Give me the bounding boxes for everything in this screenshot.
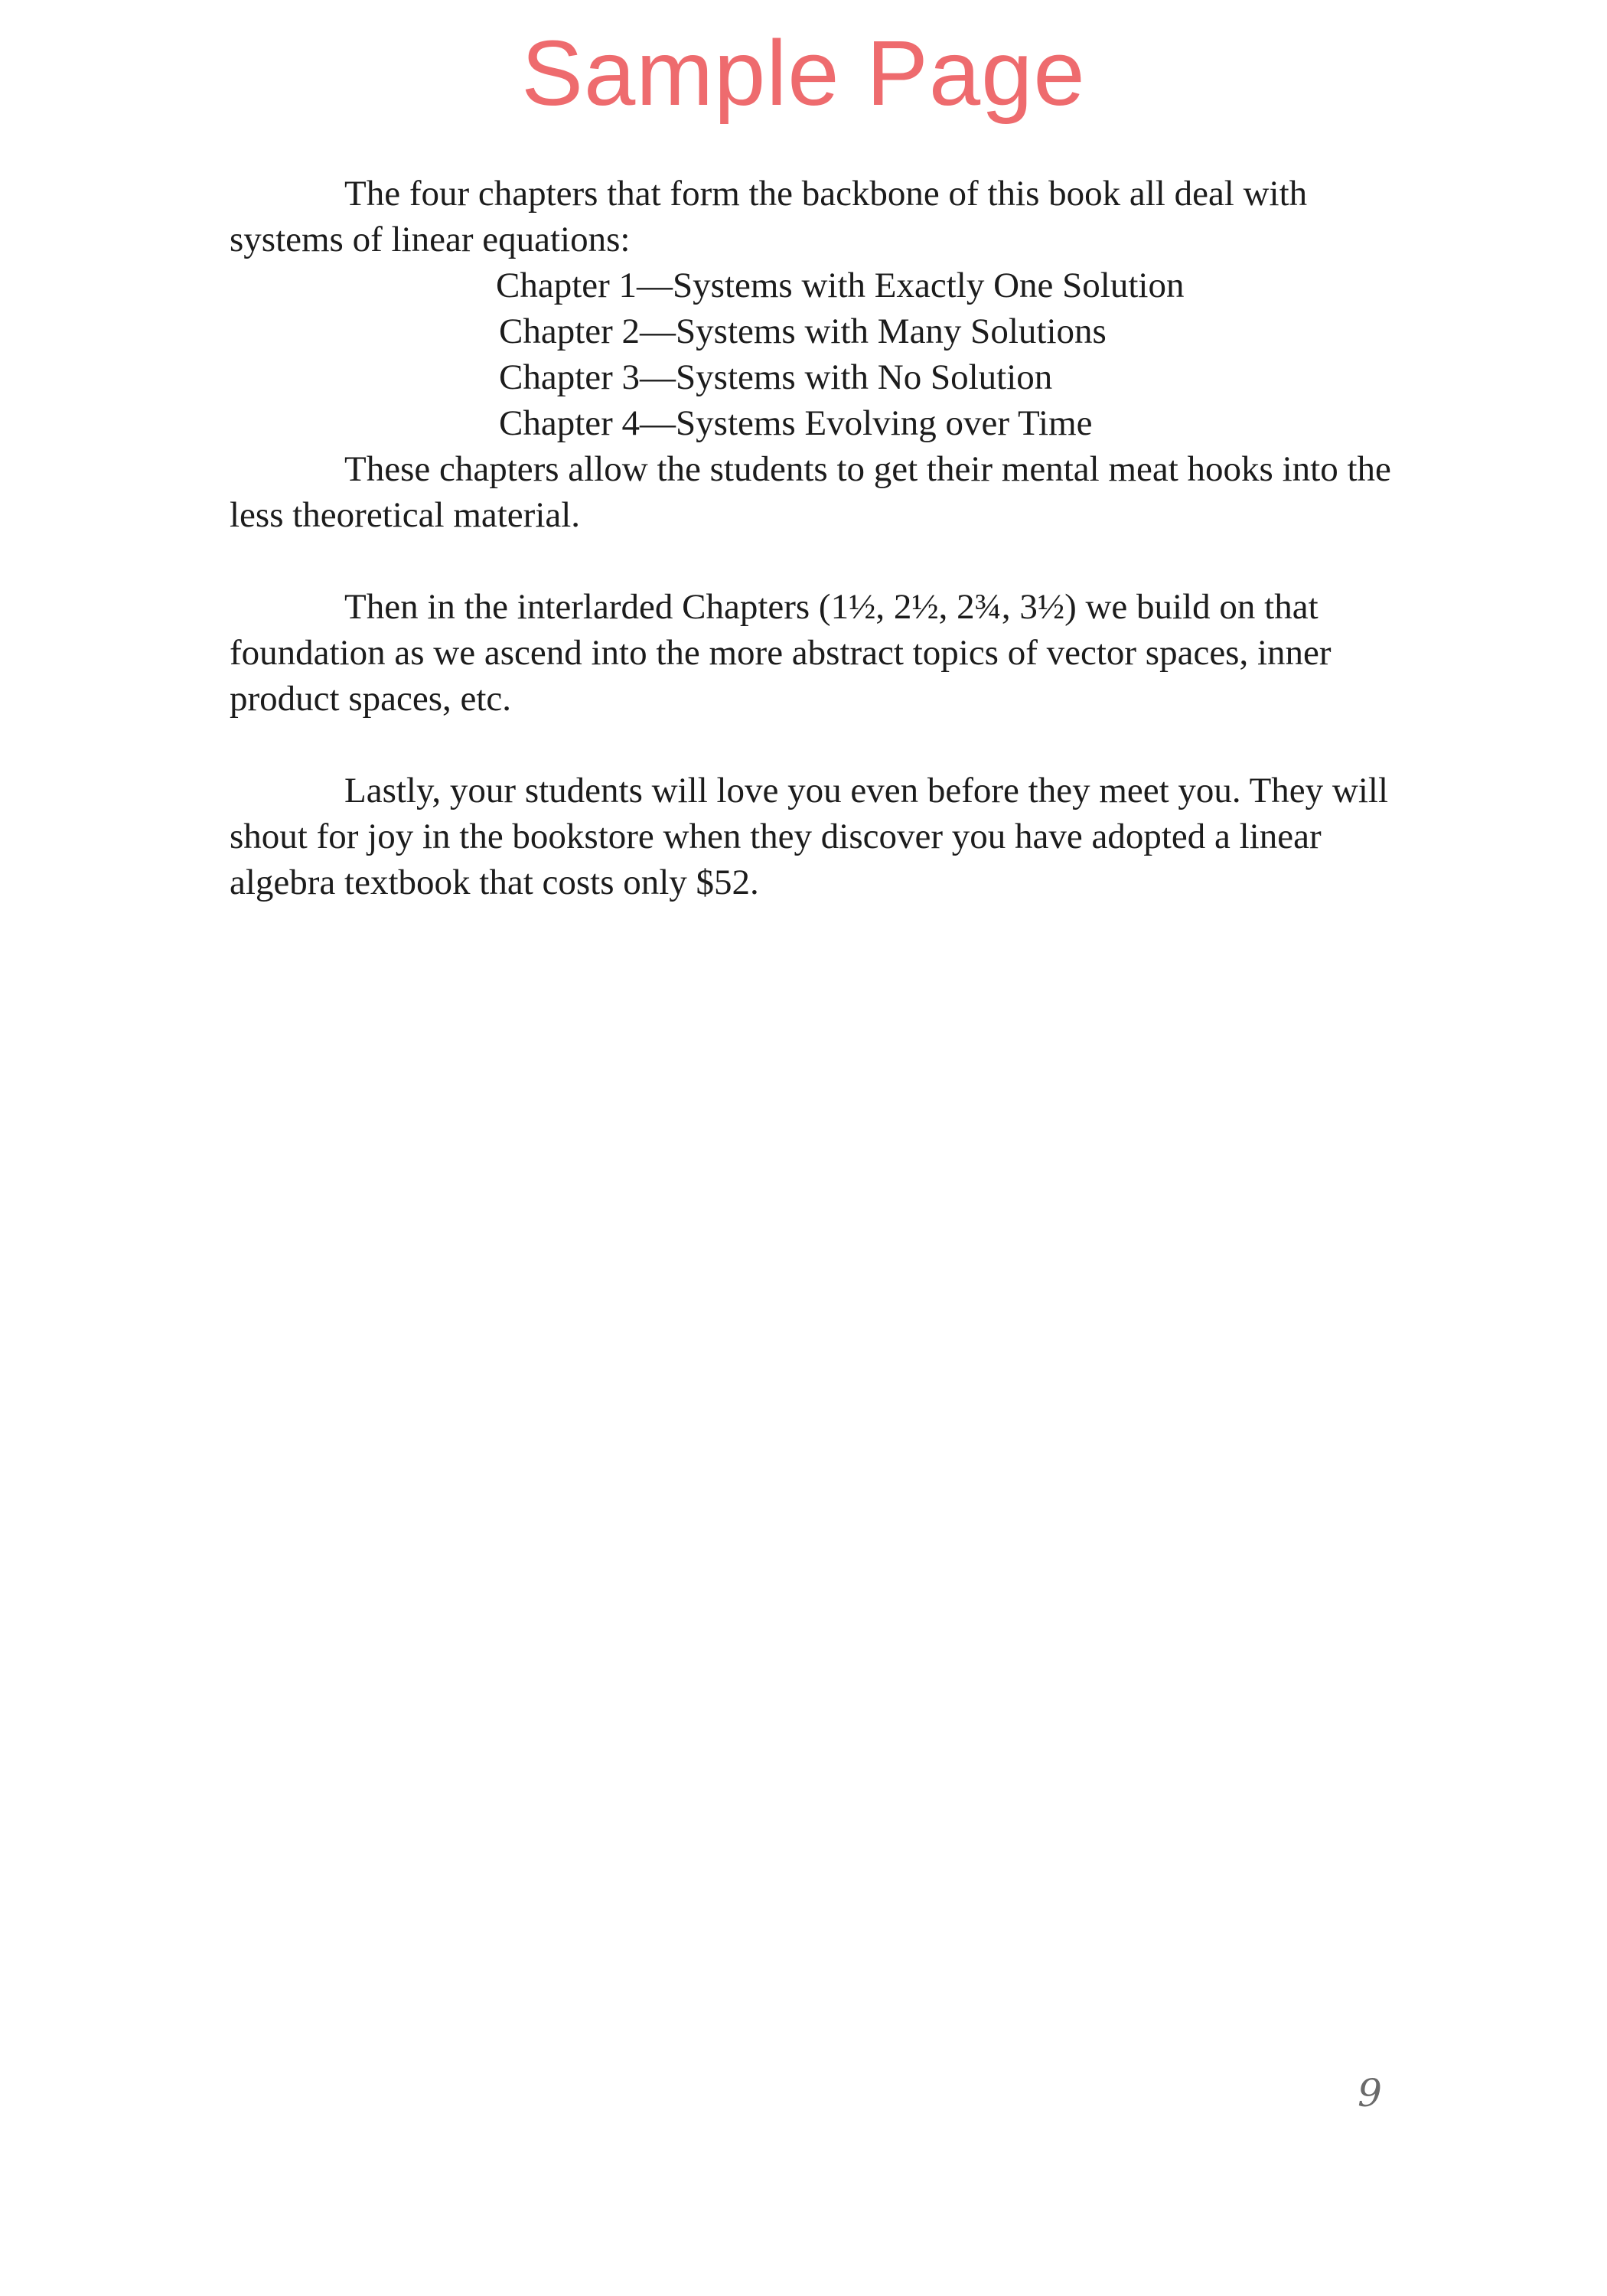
page-body: [230, 171, 1393, 905]
interlarded-paragraph: Then in the interlarded Chapters (1½, 2½, 2¾, 3½) we build on that foundation as we ascend into the more abstract topics of vector spaces, inner product spaces, etc.: [230, 587, 1332, 719]
chapter-item-2: Chapter 2—Systems with Many Solutions: [499, 311, 1107, 351]
chapter-item-4: Chapter 4—Systems Evolving over Time: [499, 403, 1093, 443]
after-chapters-paragraph: These chapters allow the students to get their mental meat hooks into the less theoretical material.: [230, 449, 1391, 535]
closing-paragraph: Lastly, your students will love you even before they meet you. They will shout for joy in the bookstore when they discover you have adopted a linear algebra textbook that costs only $52.: [230, 771, 1389, 902]
page-number: 9: [1358, 2071, 1382, 2115]
intro-paragraph: The four chapters that form the backbone of this book all deal with systems of linear equations:: [230, 174, 1308, 259]
chapter-list: [230, 263, 1393, 446]
chapter-item-3: Chapter 3—Systems with No Solution: [499, 357, 1053, 397]
sample-page-watermark: Sample Page: [521, 21, 1086, 125]
chapter-item-1: Chapter 1—Systems with Exactly One Solution: [496, 266, 1185, 305]
